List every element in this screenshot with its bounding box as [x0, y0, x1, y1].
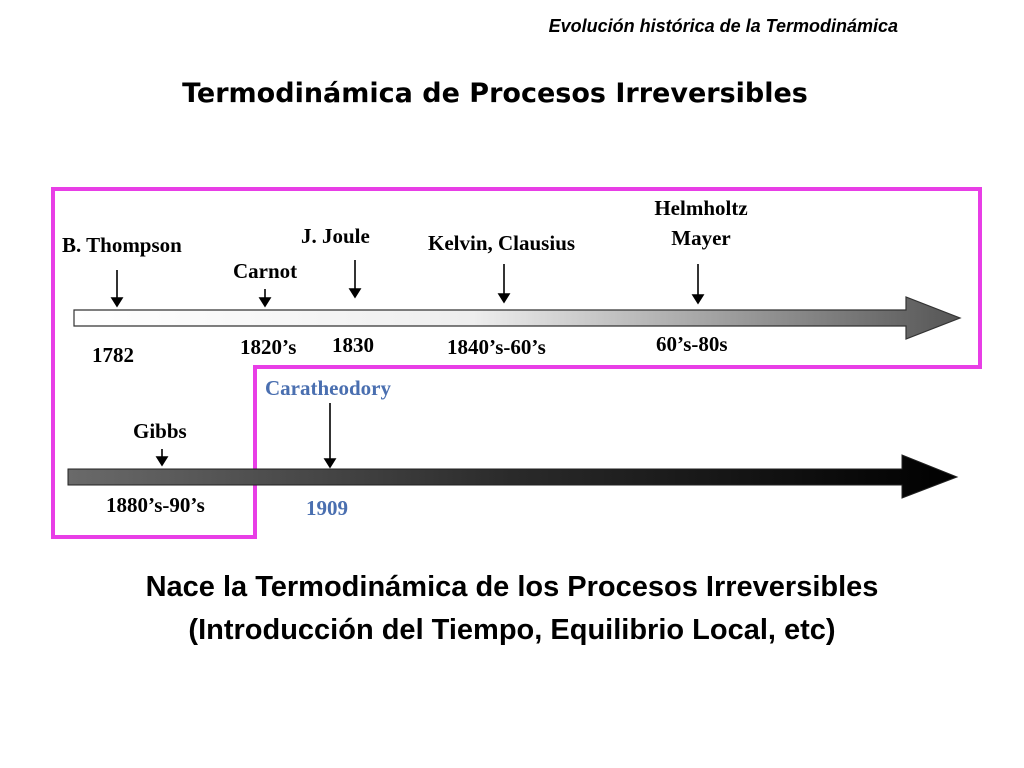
timeline-arrow-2	[68, 455, 957, 498]
event-name-carnot: Carnot	[233, 259, 298, 283]
header-title: Evolución histórica de la Termodinámica	[548, 16, 898, 36]
event-name-caratheodory: Caratheodory	[265, 376, 391, 400]
event-name-mayer: Mayer	[671, 226, 731, 250]
conclusion-line-2: (Introducción del Tiempo, Equilibrio Local, etc)	[188, 614, 836, 646]
event-date-caratheodory: 1909	[306, 496, 348, 520]
event-name-thompson: B. Thompson	[62, 233, 182, 257]
event-date-gibbs: 1880’s-90’s	[106, 493, 205, 517]
event-name-helmholtz: Helmholtz	[654, 196, 748, 220]
event-date-helmholtz-mayer: 60’s-80s	[656, 332, 728, 356]
event-date-thompson: 1782	[92, 343, 134, 367]
event-date-kelvin-clausius: 1840’s-60’s	[447, 335, 546, 359]
event-date-carnot: 1820’s	[240, 335, 297, 359]
conclusion-line-1: Nace la Termodinámica de los Procesos Irreversibles	[145, 571, 879, 603]
conclusion-text	[0, 566, 1024, 652]
event-name-gibbs: Gibbs	[133, 419, 187, 443]
slide-title: Termodinámica de Procesos Irreversibles	[182, 78, 808, 109]
event-name-joule: J. Joule	[301, 224, 370, 248]
timeline-arrow-1	[74, 297, 960, 339]
event-name-kelvin-clausius: Kelvin, Clausius	[428, 231, 576, 255]
event-date-joule: 1830	[332, 333, 374, 357]
